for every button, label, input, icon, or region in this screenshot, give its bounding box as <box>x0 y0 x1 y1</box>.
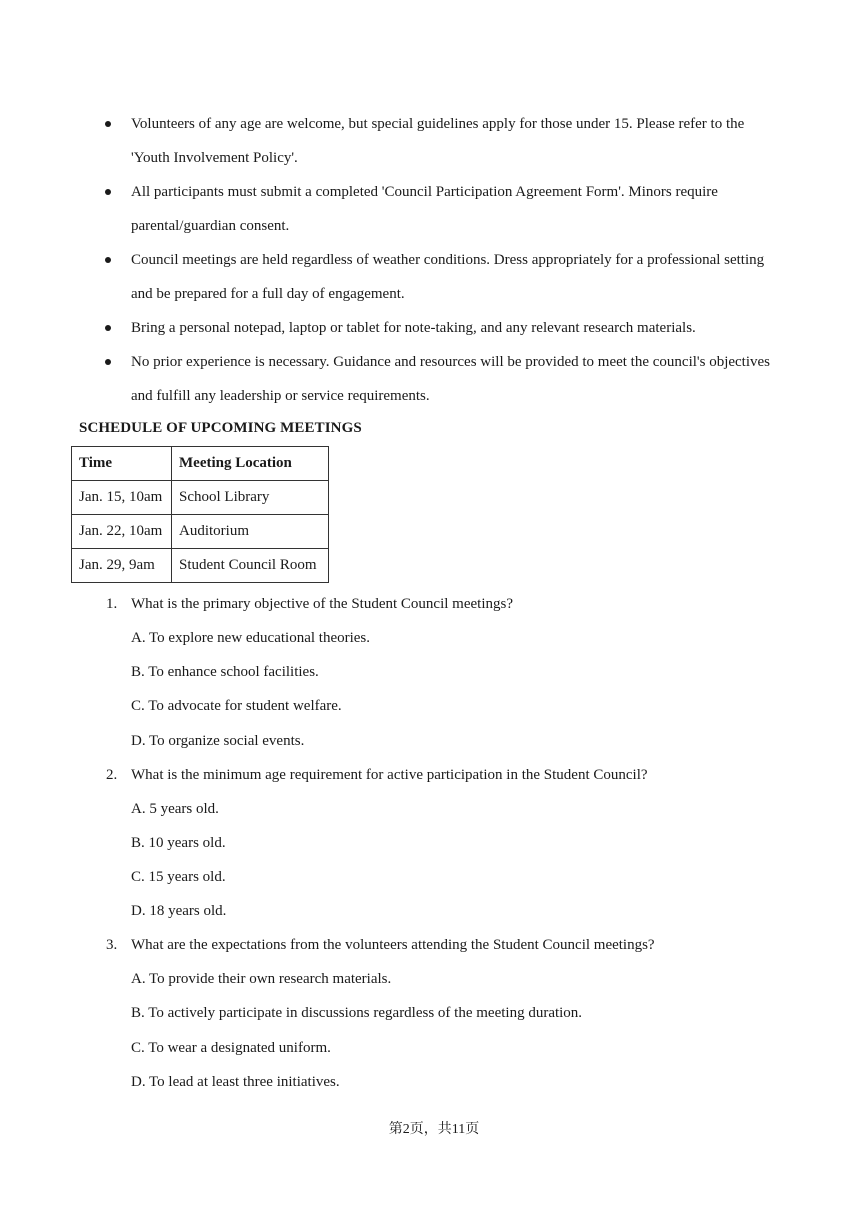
bullet-dot <box>105 257 111 263</box>
table-cell-location: Auditorium <box>172 515 329 549</box>
answer-option: B. To enhance school facilities. <box>131 664 319 680</box>
question-number: 1. <box>106 596 118 612</box>
answer-option: B. To actively participate in discussions regardless of the meeting duration. <box>131 1005 583 1021</box>
bullet-text-line: and be prepared for a full day of engagement. <box>131 286 405 302</box>
bullet-dot <box>105 325 111 331</box>
table-cell-time: Jan. 22, 10am <box>72 515 172 549</box>
schedule-heading: SCHEDULE OF UPCOMING MEETINGS <box>79 420 362 436</box>
bullet-text-line: Volunteers of any age are welcome, but special guidelines apply for those under 15. Please refer to the <box>131 116 745 132</box>
table-row <box>72 549 329 583</box>
answer-option: C. 15 years old. <box>131 869 226 885</box>
question-number: 3. <box>106 937 118 953</box>
schedule-table <box>71 446 329 583</box>
table-cell-time: Jan. 29, 9am <box>72 549 172 583</box>
table-cell-time: Jan. 15, 10am <box>72 481 172 515</box>
question-text: What are the expectations from the volunteers attending the Student Council meetings? <box>131 937 655 953</box>
bullet-text-line: parental/guardian consent. <box>131 218 290 234</box>
question-text: What is the minimum age requirement for active participation in the Student Council? <box>131 767 648 783</box>
answer-option: A. 5 years old. <box>131 801 219 817</box>
bullet-dot <box>105 359 111 365</box>
bullet-text-line: Council meetings are held regardless of weather conditions. Dress appropriately for a professional setting <box>131 252 765 268</box>
bullet-text-line: All participants must submit a completed 'Council Participation Agreement Form'. Minors require <box>131 184 718 200</box>
bullet-dot <box>105 189 111 195</box>
table-row <box>72 515 329 549</box>
table-row <box>72 481 329 515</box>
table-cell-location: Student Council Room <box>172 549 329 583</box>
answer-option: C. To advocate for student welfare. <box>131 698 342 714</box>
bullet-dot <box>105 121 111 127</box>
answer-option: C. To wear a designated uniform. <box>131 1040 331 1056</box>
table-cell-location: School Library <box>172 481 329 515</box>
question-text: What is the primary objective of the Student Council meetings? <box>131 596 513 612</box>
bullet-text-line: 'Youth Involvement Policy'. <box>131 150 298 166</box>
answer-option: A. To explore new educational theories. <box>131 630 371 646</box>
answer-option: D. To lead at least three initiatives. <box>131 1074 340 1090</box>
answer-option: B. 10 years old. <box>131 835 226 851</box>
bullet-text-line: No prior experience is necessary. Guidance and resources will be provided to meet the council's objectives <box>131 354 771 370</box>
table-header-row <box>72 447 329 481</box>
bullet-text-line: Bring a personal notepad, laptop or tablet for note-taking, and any relevant research materials. <box>131 320 696 336</box>
table-header-time: Time <box>72 447 172 481</box>
page-footer: 第2页，共11页 <box>388 1122 480 1137</box>
bullet-text-line: and fulfill any leadership or service requirements. <box>131 388 430 404</box>
answer-option: D. To organize social events. <box>131 733 305 749</box>
table-header-location: Meeting Location <box>172 447 329 481</box>
answer-option: A. To provide their own research materials. <box>131 971 392 987</box>
answer-option: D. 18 years old. <box>131 903 227 919</box>
question-number: 2. <box>106 767 118 783</box>
